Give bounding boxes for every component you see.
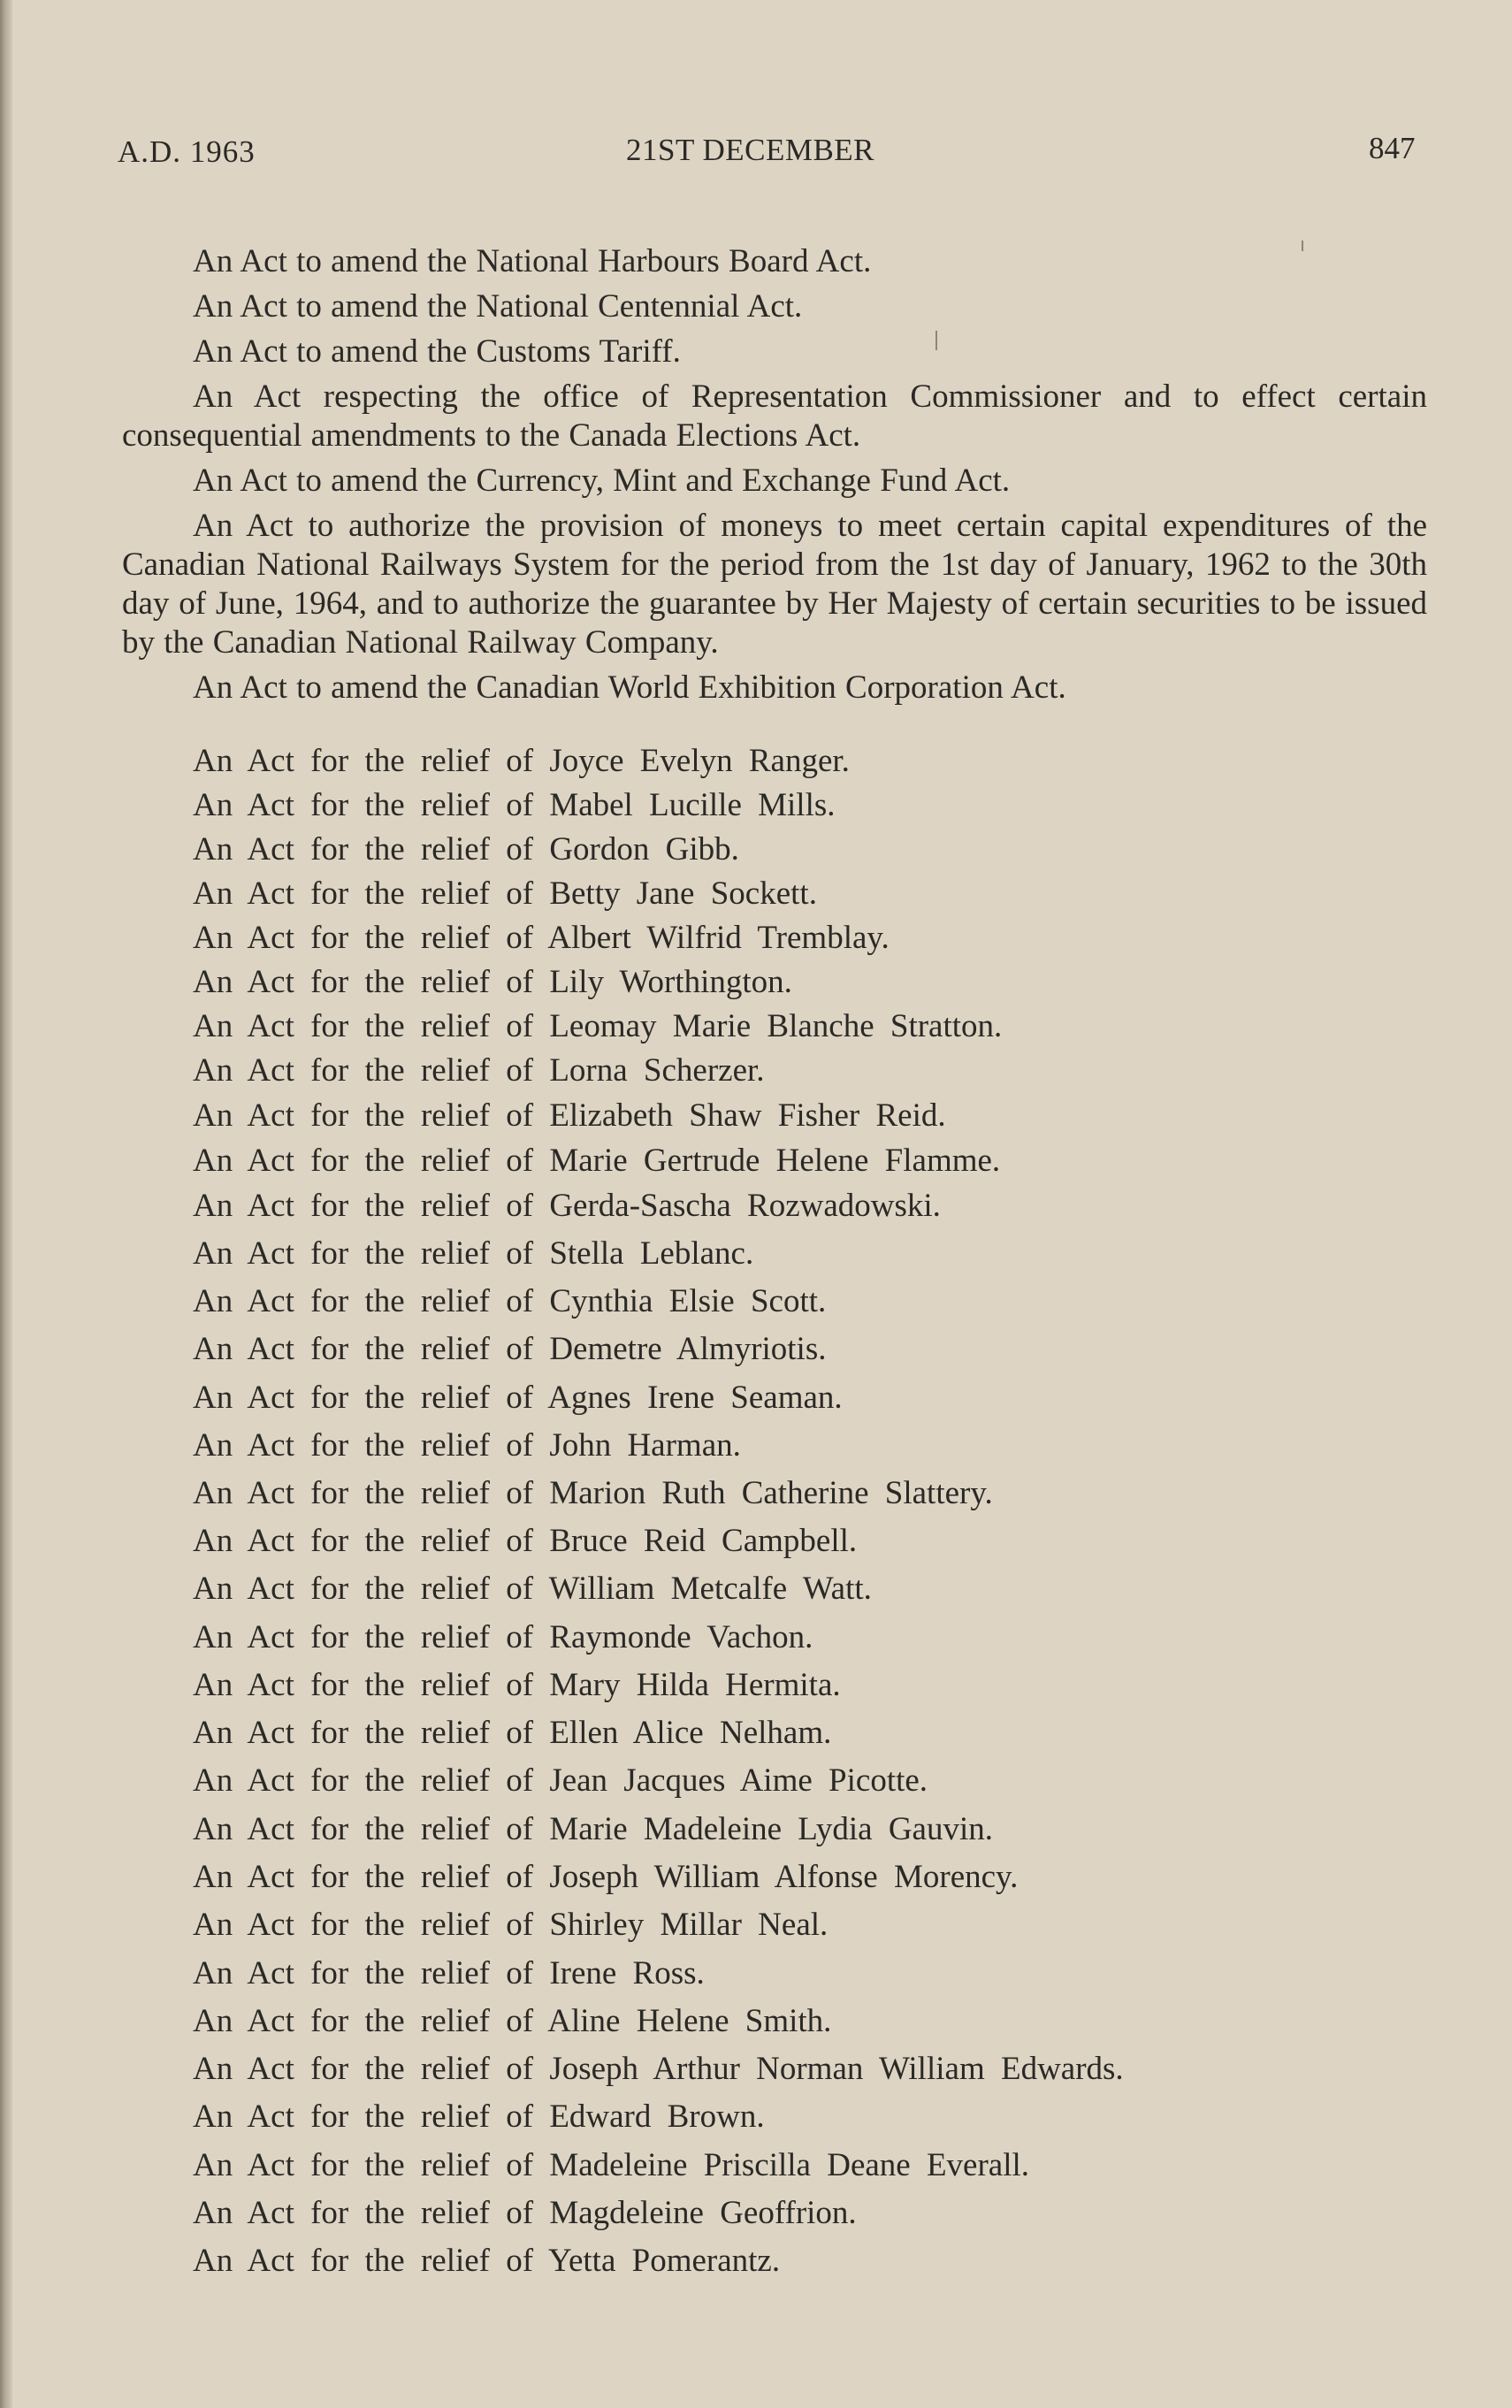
relief-act-item: An Act for the relief of Edward Brown. [193, 2098, 765, 2135]
relief-act-item: An Act for the relief of Jean Jacques Aime Picotte. [193, 1762, 928, 1799]
relief-act-item: An Act for the relief of Joseph William Alfonse Morency. [193, 1859, 1019, 1895]
page-number: 847 [1369, 131, 1416, 165]
act-item: An Act to authorize the provision of moneys to meet certain capital expenditures of the Canadian National Railways System for the period from the 1st day of January, 1962 to the 30th day of June, 1964, and to authorize the guarantee by Her Majesty of certain securities to be issued by the Canadian National Railway Company. [122, 508, 1427, 661]
stray-print-mark [1302, 241, 1303, 251]
relief-act-item: An Act for the relief of William Metcalfe Watt. [193, 1571, 872, 1607]
page-header [0, 131, 1512, 179]
stray-print-mark [935, 331, 937, 350]
act-item: An Act to amend the National Harbours Board Act. [193, 243, 872, 279]
page-binding-edge [0, 0, 12, 2408]
relief-act-item: An Act for the relief of Raymonde Vachon. [193, 1619, 813, 1655]
relief-act-item: An Act for the relief of Ellen Alice Nelham. [193, 1715, 832, 1751]
relief-act-item: An Act for the relief of Gerda-Sascha Rozwadowski. [193, 1188, 941, 1224]
relief-act-item: An Act for the relief of Agnes Irene Seaman. [193, 1380, 843, 1416]
relief-act-item: An Act for the relief of Cynthia Elsie Scott. [193, 1283, 827, 1319]
header-date: 21ST DECEMBER [626, 133, 875, 167]
acts-list [122, 242, 1427, 714]
relief-act-item: An Act for the relief of Yetta Pomerantz. [193, 2243, 781, 2279]
relief-act-item: An Act for the relief of Shirley Millar Neal. [193, 1907, 829, 1943]
relief-act-item: An Act for the relief of Mabel Lucille Mills. [193, 787, 836, 823]
relief-act-item: An Act for the relief of Gordon Gibb. [193, 831, 739, 868]
relief-act-item: An Act for the relief of Marie Madeleine Lydia Gauvin. [193, 1811, 993, 1847]
relief-act-item: An Act for the relief of Lorna Scherzer. [193, 1052, 765, 1089]
relief-act-item: An Act for the relief of Joyce Evelyn Ranger. [193, 743, 850, 779]
relief-act-item: An Act for the relief of Demetre Almyriotis. [193, 1331, 827, 1367]
header-year: A.D. 1963 [118, 134, 256, 169]
relief-act-item: An Act for the relief of Magdeleine Geoffrion. [193, 2195, 857, 2231]
relief-act-item: An Act for the relief of Lily Worthington. [193, 964, 792, 1000]
relief-act-item: An Act for the relief of Marie Gertrude Helene Flamme. [193, 1143, 1001, 1179]
act-item: An Act to amend the Customs Tariff. [193, 333, 681, 370]
relief-act-item: An Act for the relief of Elizabeth Shaw Fisher Reid. [193, 1097, 946, 1134]
act-item: An Act to amend the National Centennial Act. [193, 288, 803, 325]
relief-act-item: An Act for the relief of Mary Hilda Hermita. [193, 1667, 841, 1703]
relief-act-item: An Act for the relief of Stella Leblanc. [193, 1235, 754, 1272]
relief-act-item: An Act for the relief of Betty Jane Sockett. [193, 875, 817, 912]
relief-act-item: An Act for the relief of Irene Ross. [193, 1955, 705, 1991]
act-item: An Act to amend the Currency, Mint and Exchange Fund Act. [193, 462, 1011, 499]
act-item: An Act to amend the Canadian World Exhibition Corporation Act. [193, 669, 1066, 706]
relief-act-item: An Act for the relief of Albert Wilfrid Tremblay. [193, 920, 890, 956]
relief-act-item: An Act for the relief of John Harman. [193, 1427, 741, 1464]
act-item: An Act respecting the office of Representation Commissioner and to effect certain consequential amendments to the Canada Elections Act. [122, 378, 1427, 454]
relief-act-item: An Act for the relief of Joseph Arthur Norman William Edwards. [193, 2051, 1124, 2087]
relief-act-item: An Act for the relief of Aline Helene Smith. [193, 2003, 832, 2039]
relief-act-item: An Act for the relief of Madeleine Priscilla Deane Everall. [193, 2147, 1030, 2183]
relief-act-item: An Act for the relief of Leomay Marie Blanche Stratton. [193, 1008, 1003, 1044]
relief-act-item: An Act for the relief of Marion Ruth Catherine Slattery. [193, 1475, 993, 1511]
relief-act-item: An Act for the relief of Bruce Reid Campbell. [193, 1523, 858, 1559]
